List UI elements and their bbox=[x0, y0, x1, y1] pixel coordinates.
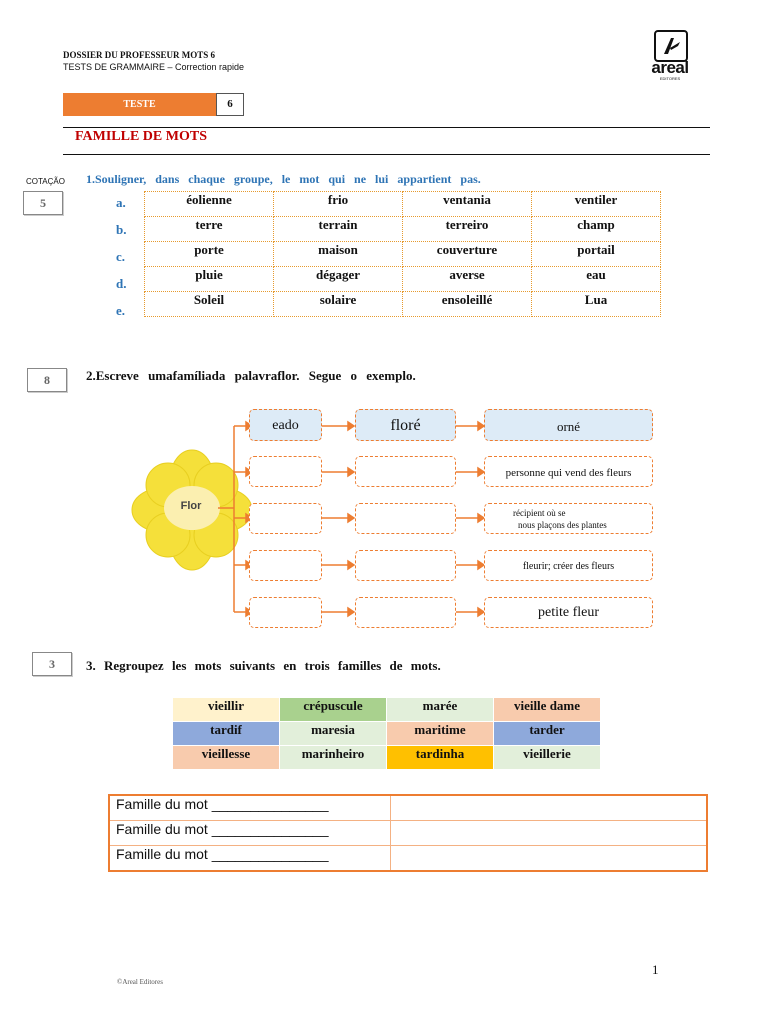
table-row bbox=[173, 746, 601, 770]
table-row bbox=[145, 292, 661, 317]
family-answer-cell[interactable] bbox=[391, 821, 708, 846]
q3-score-box: 3 bbox=[32, 652, 72, 676]
definition-text: orné bbox=[556, 419, 581, 434]
answer-box[interactable] bbox=[355, 550, 456, 581]
word-cell[interactable]: terrain bbox=[274, 217, 403, 242]
table-row bbox=[145, 192, 661, 217]
word-cell[interactable]: averse bbox=[403, 267, 532, 292]
logo-subtext: EDITORES bbox=[659, 76, 681, 81]
table-row bbox=[145, 217, 661, 242]
q1-instruction: 1.Souligner, dans chaque groupe, le mot qui ne lui appartient pas. bbox=[86, 172, 481, 186]
family-label: Famille du mot _______________ bbox=[109, 821, 391, 846]
q1-row-letter: d. bbox=[116, 276, 127, 291]
header-subtitle: TESTS DE GRAMMAIRE – Correction rapide bbox=[63, 62, 245, 72]
table-row bbox=[173, 698, 601, 722]
definition-text: nous plaçons des plantes bbox=[518, 520, 607, 530]
definition-box bbox=[484, 503, 653, 534]
definition-text: personne qui vend des fleurs bbox=[505, 467, 632, 479]
table-row bbox=[109, 821, 707, 846]
q1-score-box: 5 bbox=[23, 191, 63, 215]
grid-cell: maritime bbox=[387, 722, 494, 746]
test-number: 6 bbox=[216, 93, 244, 116]
word-cell[interactable]: terre bbox=[145, 217, 274, 242]
table-row bbox=[109, 795, 707, 821]
grid-cell: crépuscule bbox=[280, 698, 387, 722]
families-table bbox=[108, 794, 708, 872]
word-cell[interactable]: champ bbox=[532, 217, 661, 242]
definition-box bbox=[484, 550, 653, 581]
table-row bbox=[173, 722, 601, 746]
table-row bbox=[145, 267, 661, 292]
test-label: TESTE bbox=[63, 93, 216, 116]
family-answer-cell[interactable] bbox=[391, 795, 708, 821]
word-cell[interactable]: pluie bbox=[145, 267, 274, 292]
q3-instruction: 3. Regroupez les mots suivants en trois familles de mots. bbox=[86, 658, 441, 673]
grid-cell: vieille dame bbox=[494, 698, 601, 722]
q1-row-letter: b. bbox=[116, 222, 127, 237]
answer-box[interactable] bbox=[355, 503, 456, 534]
word-cell[interactable]: ventiler bbox=[532, 192, 661, 217]
q1-row-letter: e. bbox=[116, 303, 126, 318]
copyright: ©Areal Editores bbox=[117, 978, 163, 986]
table-row bbox=[109, 846, 707, 872]
grid-cell: marée bbox=[387, 698, 494, 722]
word-cell[interactable]: ensoleillé bbox=[403, 292, 532, 317]
definition-box bbox=[484, 409, 653, 441]
word-cell[interactable]: couverture bbox=[403, 242, 532, 267]
title-rule-top bbox=[63, 127, 710, 128]
q2-score-box: 8 bbox=[27, 368, 67, 392]
word-cell[interactable]: Lua bbox=[532, 292, 661, 317]
word-cell[interactable]: solaire bbox=[274, 292, 403, 317]
answer-box[interactable] bbox=[249, 597, 322, 628]
word-cell[interactable]: porte bbox=[145, 242, 274, 267]
grid-cell: vieillerie bbox=[494, 746, 601, 770]
q1-word-table bbox=[144, 191, 661, 317]
grid-cell: tarder bbox=[494, 722, 601, 746]
answer-box[interactable] bbox=[355, 409, 456, 441]
answer-box[interactable] bbox=[355, 597, 456, 628]
q1-row-letter: a. bbox=[116, 195, 126, 210]
q2-instruction: 2.Escreve umafamíliada palavraflor. Segue o exemplo. bbox=[86, 368, 416, 383]
grid-cell: vieillesse bbox=[173, 746, 280, 770]
grid-cell: tardinha bbox=[387, 746, 494, 770]
word-cell[interactable]: terreiro bbox=[403, 217, 532, 242]
answer-box[interactable] bbox=[249, 503, 322, 534]
word-cell[interactable]: portail bbox=[532, 242, 661, 267]
grid-cell: marinheiro bbox=[280, 746, 387, 770]
q3-word-grid bbox=[172, 697, 601, 770]
definition-text: fleurir; créer des fleurs bbox=[522, 561, 615, 572]
word-cell[interactable]: éolienne bbox=[145, 192, 274, 217]
grid-cell: vieillir bbox=[173, 698, 280, 722]
flower-label: Flor bbox=[180, 500, 202, 512]
family-answer-cell[interactable] bbox=[391, 846, 708, 872]
table-row bbox=[145, 242, 661, 267]
section-title: FAMILLE DE MOTS bbox=[75, 129, 207, 144]
answer-text: floré bbox=[390, 417, 421, 434]
q1-row-letter: c. bbox=[116, 249, 126, 264]
definition-box bbox=[484, 456, 653, 487]
family-label: Famille du mot _______________ bbox=[109, 795, 391, 821]
header-title: DOSSIER DU PROFESSEUR MOTS 6 bbox=[63, 50, 216, 60]
word-cell[interactable]: Soleil bbox=[145, 292, 274, 317]
grid-cell: tardif bbox=[173, 722, 280, 746]
logo-text: areal bbox=[651, 58, 689, 77]
page-number: 1 bbox=[652, 962, 659, 977]
areal-logo bbox=[640, 30, 700, 80]
family-label: Famille du mot _______________ bbox=[109, 846, 391, 872]
grid-cell: maresia bbox=[280, 722, 387, 746]
word-cell[interactable]: dégager bbox=[274, 267, 403, 292]
word-cell[interactable]: eau bbox=[532, 267, 661, 292]
word-cell[interactable]: frio bbox=[274, 192, 403, 217]
word-cell[interactable]: maison bbox=[274, 242, 403, 267]
definition-box bbox=[484, 597, 653, 628]
cotacao-label: COTAÇÃO bbox=[26, 177, 65, 186]
answer-text: eado bbox=[272, 418, 299, 433]
definition-text: récipient où se bbox=[513, 508, 566, 518]
title-rule-bottom bbox=[63, 154, 710, 155]
definition-text: petite fleur bbox=[537, 605, 600, 620]
answer-box[interactable] bbox=[355, 456, 456, 487]
answer-box[interactable] bbox=[249, 550, 322, 581]
word-cell[interactable]: ventania bbox=[403, 192, 532, 217]
answer-box[interactable] bbox=[249, 409, 322, 441]
answer-box[interactable] bbox=[249, 456, 322, 487]
